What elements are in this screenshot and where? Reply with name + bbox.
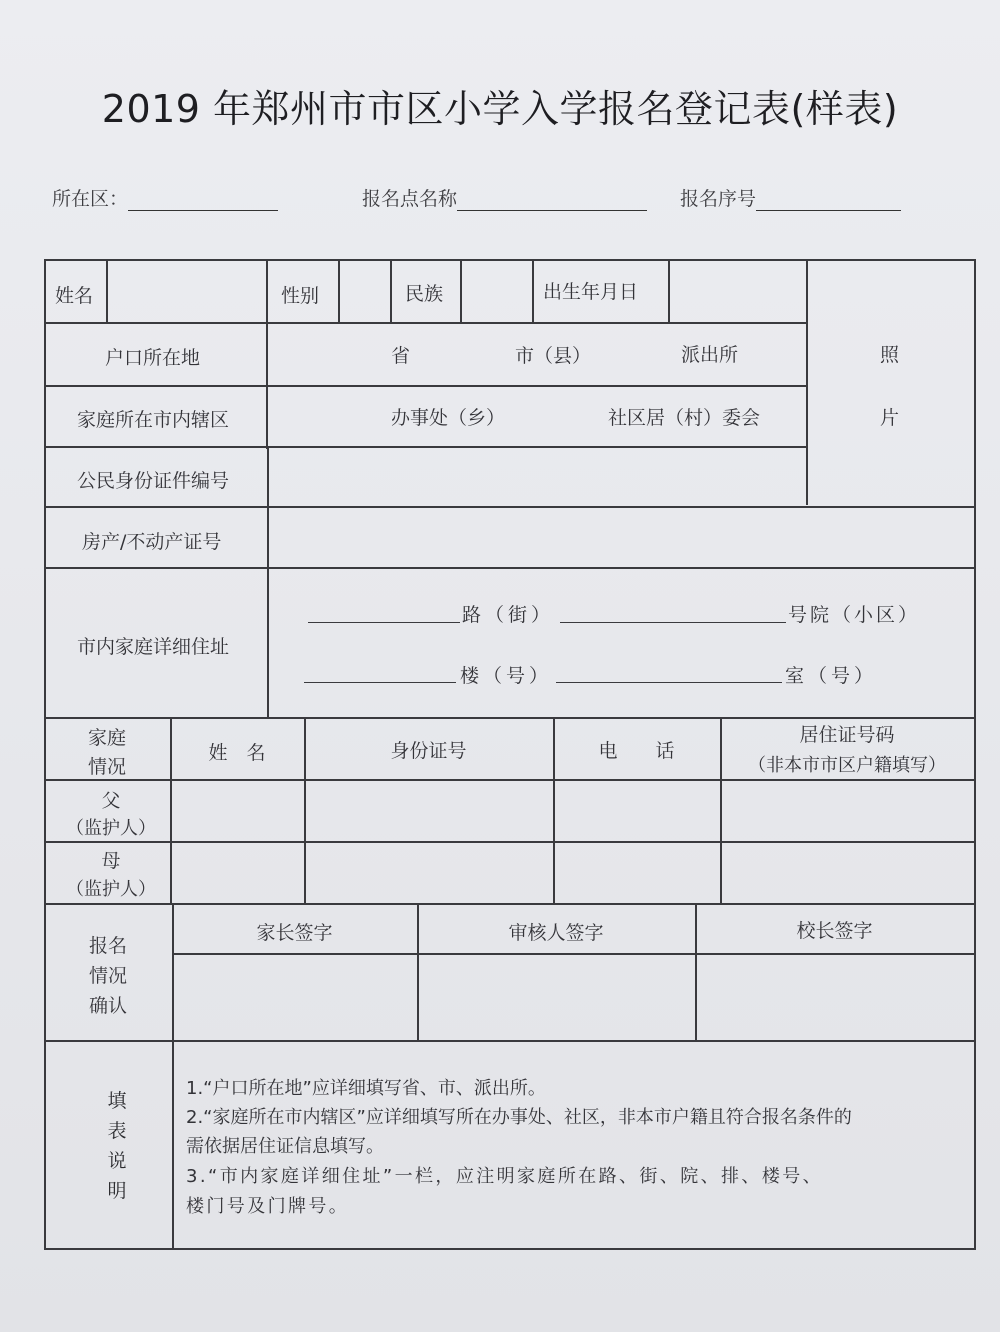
room-label: 室（号） — [785, 665, 878, 687]
district-office: 办事处（乡） — [391, 407, 506, 429]
parent-sign-box[interactable] — [174, 955, 415, 1039]
rule — [338, 259, 340, 322]
serial-blank[interactable] — [756, 210, 901, 211]
serial-field — [680, 184, 901, 211]
rule — [806, 259, 808, 505]
road-label: 路（街） — [462, 604, 555, 626]
rule — [44, 1040, 976, 1042]
room-blank[interactable] — [556, 682, 782, 683]
rule — [44, 385, 808, 387]
father-note: （监护人） — [66, 818, 156, 839]
rule — [266, 259, 268, 449]
rule — [44, 446, 808, 448]
serial-label: 报名序号 — [680, 188, 757, 210]
hukou-label: 户口所在地 — [105, 347, 201, 369]
confirm-label-1: 报名 — [88, 935, 127, 957]
rule — [460, 259, 462, 322]
col-permit-header: 居住证号码 — [799, 724, 895, 746]
notes-label-4: 明 — [107, 1180, 127, 1202]
district-label: 所在区： — [52, 188, 129, 210]
rule — [44, 717, 976, 719]
col-id-header: 身份证号 — [390, 740, 467, 762]
rule — [668, 259, 670, 322]
family-header-1: 家庭 — [87, 727, 126, 749]
address-label: 市内家庭详细住址 — [77, 636, 230, 658]
note-line-3: 需依据居住证信息填写。 — [186, 1136, 384, 1157]
note-line-2: 2.“家庭所在市内辖区”应详细填写所在办事处、社区，非本市户籍且符合报名条件的 — [186, 1107, 852, 1128]
rule — [44, 259, 976, 261]
district-blank[interactable] — [128, 210, 278, 211]
rule — [44, 903, 976, 905]
confirm-label-3: 确认 — [88, 995, 127, 1017]
rule — [267, 446, 269, 718]
hukou-city: 市（县） — [515, 345, 592, 367]
road-blank[interactable] — [308, 622, 460, 623]
notes-label-1: 填 — [107, 1090, 127, 1112]
ethnicity-label: 民族 — [405, 283, 444, 305]
district-field — [52, 184, 278, 211]
notes-label-3: 说 — [107, 1150, 127, 1172]
principal-sign-box[interactable] — [697, 955, 972, 1039]
photo-label-1: 照 — [880, 344, 900, 366]
reviewer-sign-header: 审核人签字 — [508, 922, 604, 944]
name-label: 姓名 — [55, 285, 94, 307]
rule — [532, 259, 534, 322]
principal-sign-header: 校长签字 — [796, 920, 873, 942]
note-line-1: 1.“户口所在地”应详细填写省、市、派出所。 — [186, 1078, 546, 1099]
site-field — [362, 184, 647, 211]
rule — [44, 841, 976, 843]
birthdate-label: 出生年月日 — [543, 281, 639, 303]
yard-blank[interactable] — [560, 622, 786, 623]
col-permit-note: （非本市市区户籍填写） — [748, 755, 946, 776]
building-blank[interactable] — [304, 682, 456, 683]
family-header-2: 情况 — [87, 756, 126, 778]
rule — [44, 567, 976, 569]
confirm-label-2: 情况 — [88, 965, 127, 987]
rule — [106, 259, 108, 322]
photo-label-2: 片 — [880, 407, 900, 429]
parent-sign-header: 家长签字 — [256, 922, 333, 944]
col-name-header: 姓 名 — [208, 742, 266, 764]
note-line-5: 楼门号及门牌号。 — [186, 1196, 350, 1217]
col-phone-header: 电 话 — [598, 740, 675, 762]
gender-label: 性别 — [281, 285, 320, 307]
site-blank[interactable] — [457, 210, 647, 211]
hukou-police: 派出所 — [681, 344, 739, 366]
rule — [44, 506, 976, 508]
property-label: 房产/不动产证号 — [82, 531, 222, 553]
hukou-province: 省 — [391, 345, 411, 367]
district-label: 家庭所在市内辖区 — [77, 409, 230, 431]
rule — [44, 1248, 976, 1250]
father-label: 父 — [101, 790, 121, 812]
mother-note: （监护人） — [66, 879, 156, 900]
rule — [390, 259, 392, 322]
building-label: 楼（号） — [460, 665, 553, 687]
district-committee: 社区居（村）委会 — [608, 407, 761, 429]
notes-label-2: 表 — [107, 1120, 127, 1142]
site-label: 报名点名称 — [362, 188, 458, 210]
rule — [44, 779, 976, 781]
rule — [44, 322, 808, 324]
rule — [974, 259, 976, 1249]
reviewer-sign-box[interactable] — [419, 955, 693, 1039]
id-number-label: 公民身份证件编号 — [77, 470, 230, 492]
page-title: 2019 年郑州市市区小学入学报名登记表(样表) — [101, 87, 899, 131]
note-line-4: 3.“市内家庭详细住址”一栏，应注明家庭所在路、街、院、排、楼号、 — [186, 1166, 824, 1187]
mother-label: 母 — [101, 850, 121, 872]
yard-label: 号院（小区） — [788, 604, 921, 626]
